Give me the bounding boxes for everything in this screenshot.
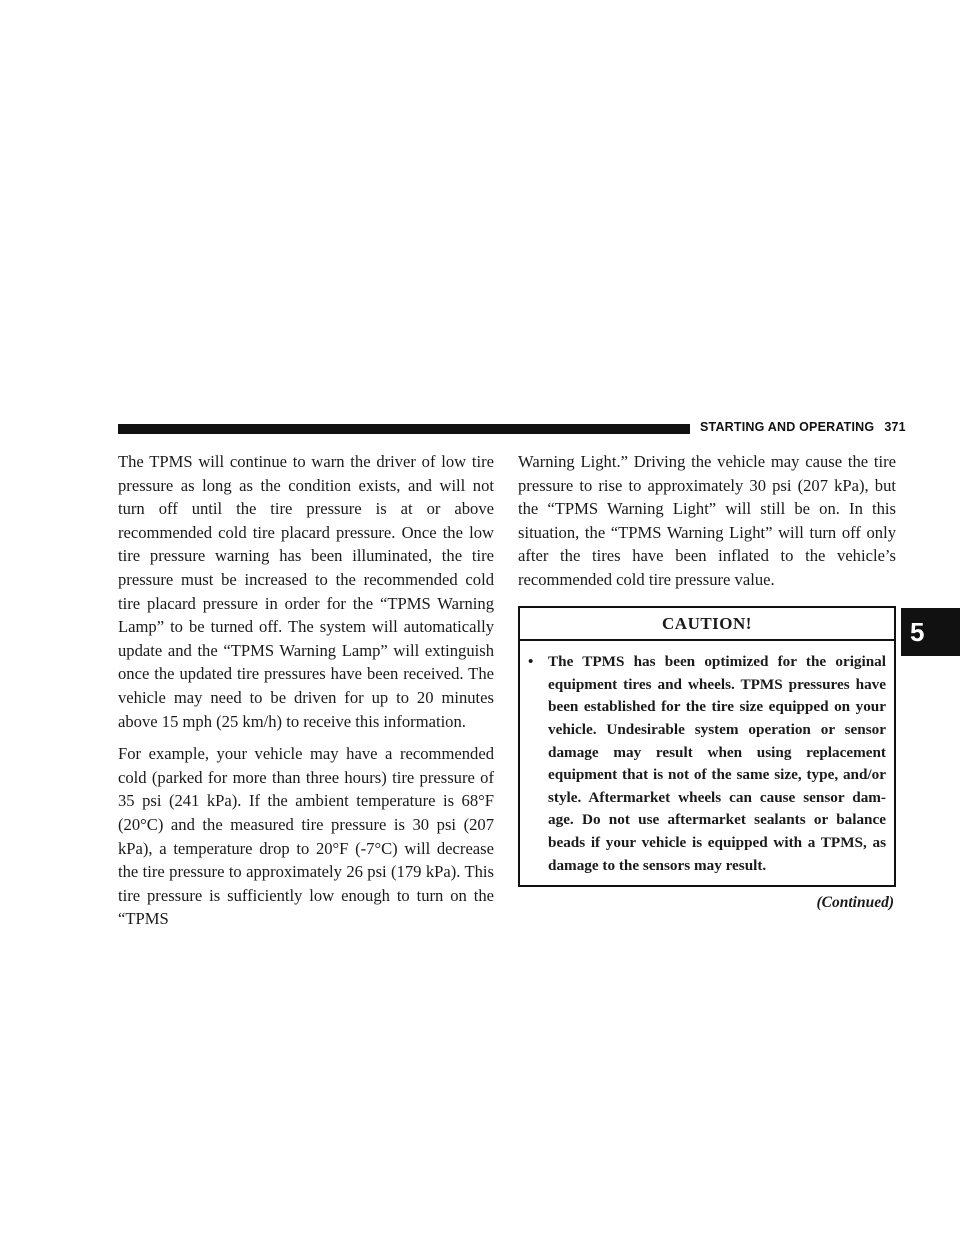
- body-paragraph: Warning Light.” Driving the vehicle may cause the tire pressure to rise to approximately 30 psi (207 kPa), but the “TPMS Warning Light” will still be on. In this situation, the “TPMS Warning Light” will turn off only after the tires have been inflated to the vehicle’s recommended cold tire pressure value.: [518, 452, 896, 589]
- left-column: [118, 450, 494, 940]
- caution-text: The TPMS has been optimized for the original equipment tires and wheels. TPMS pressures have been established for the tire size equipped on your vehicle. Undesirable system operation or sensor damage may result when using replacement equipment that is not of the same size, type, and/or style. Aftermarket wheels can cause sensor dam-age. Do not use aftermarket sealants or balance beads if your vehicle is equipped with a TPMS, as damage to the sensors may result.: [548, 653, 886, 874]
- body-paragraph: For example, your vehicle may have a recommended cold (parked for more than three hours) tire pressure of 35 psi (241 kPa). If the ambient temperature is 68°F (20°C) and the measured tire pressure is 30 psi (207 kPa), a temperature drop to 20°F (-7°C) will decrease the tire pressure to approximately 26 psi (179 kPa). This tire pressure is sufficiently low enough to turn on the “TPMS: [118, 744, 494, 929]
- continued-note: (Continued): [816, 894, 894, 912]
- caution-title: CAUTION!: [520, 608, 894, 642]
- page-number: 371: [884, 420, 906, 434]
- chapter-tab: [901, 608, 960, 656]
- running-header: [700, 420, 906, 434]
- body-paragraph: The TPMS will continue to warn the driver of low tire pressure as long as the condition exists, and will not turn off until the tire pressure is at or above recommended cold tire placard pressure. Once the low tire pressure warning has been illuminated, the tire pressure must be increased to the recommended cold tire placard pressure in order for the “TPMS Warning Lamp” to be turned off. The system will automatically update and the “TPMS Warning Lamp” will extinguish once the updated tire pressures have been received. The vehicle may need to be driven for up to 20 minutes above 15 mph (25 km/h) to receive this information.: [118, 452, 494, 731]
- section-title: STARTING AND OPERATING: [700, 420, 875, 434]
- caution-box: [518, 606, 896, 888]
- bullet-icon: •: [528, 653, 534, 671]
- caution-body: [520, 641, 894, 885]
- header-rule: [118, 424, 690, 434]
- chapter-number: 5: [910, 616, 925, 647]
- right-column: [518, 450, 896, 915]
